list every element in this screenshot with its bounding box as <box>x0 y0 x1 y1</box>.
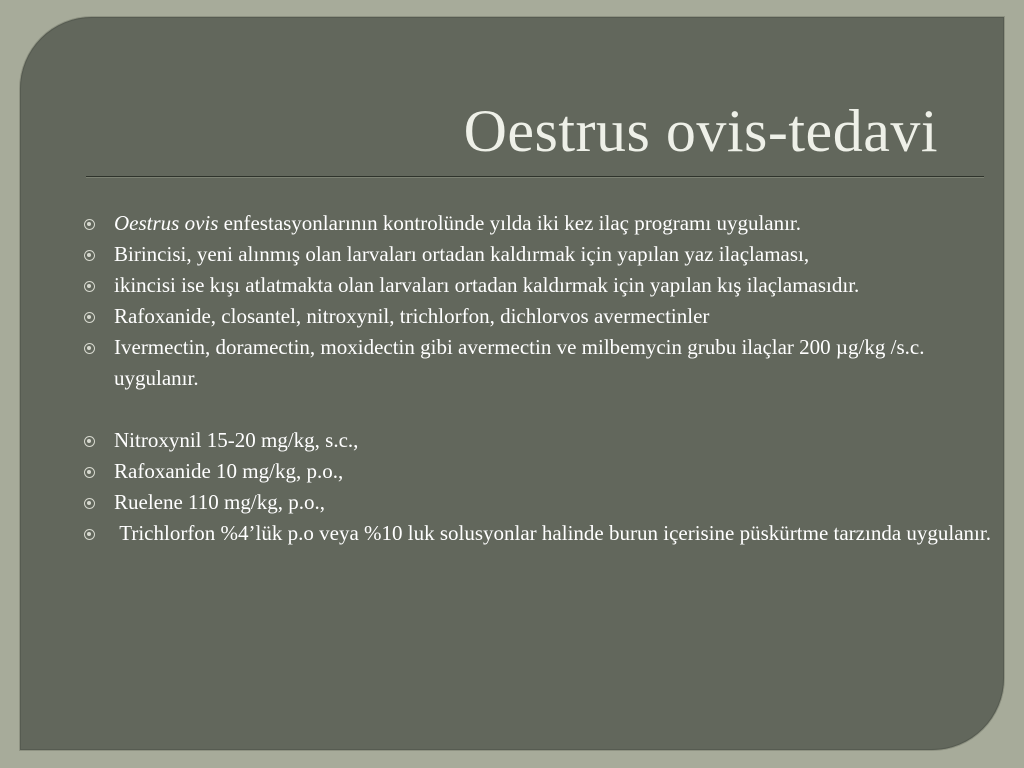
item-text: Ivermectin, doramectin, moxidectin gibi avermectin ve milbemycin grubu ilaçlar 200 µg/kg /s.c. uygulanır. <box>114 335 925 390</box>
list-item <box>80 208 995 239</box>
circle-bullet-icon <box>84 529 95 540</box>
list-item <box>80 518 995 549</box>
list-item <box>80 239 995 270</box>
list-item <box>80 487 995 518</box>
title-divider <box>86 176 984 178</box>
circle-bullet-icon <box>84 498 95 509</box>
list-item <box>80 270 995 301</box>
slide-title: Oestrus ovis-tedavi <box>463 98 938 164</box>
list-spacer <box>80 394 995 425</box>
item-text: Nitroxynil 15-20 mg/kg, s.c., <box>114 428 359 452</box>
circle-bullet-icon <box>84 467 95 478</box>
bullet-list <box>80 208 995 549</box>
item-text: Birincisi, yeni alınmış olan larvaları ortadan kaldırmak için yapılan yaz ilaçlaması, <box>114 242 810 266</box>
circle-bullet-icon <box>84 312 95 323</box>
circle-bullet-icon <box>84 436 95 447</box>
species-name: Oestrus ovis <box>114 211 219 235</box>
item-text: Trichlorfon %4’lük p.o veya %10 luk solusyonlar halinde burun içerisine püskürtme tarzında uygulanır. <box>114 521 991 545</box>
list-item <box>80 425 995 456</box>
item-text: ikincisi ise kışı atlatmakta olan larvaları ortadan kaldırmak için yapılan kış ilaçlamasıdır. <box>114 273 860 297</box>
item-text: Ruelene 110 mg/kg, p.o., <box>114 490 325 514</box>
item-text: Rafoxanide, closantel, nitroxynil, trichlorfon, dichlorvos avermectinler <box>114 304 710 328</box>
list-item <box>80 332 995 394</box>
circle-bullet-icon <box>84 343 95 354</box>
circle-bullet-icon <box>84 281 95 292</box>
slide-panel <box>20 17 1004 750</box>
circle-bullet-icon <box>84 250 95 261</box>
item-text: enfestasyonlarının kontrolünde yılda iki kez ilaç programı uygulanır. <box>218 211 802 235</box>
list-item <box>80 456 995 487</box>
circle-bullet-icon <box>84 219 95 230</box>
list-item <box>80 301 995 332</box>
item-text: Rafoxanide 10 mg/kg, p.o., <box>114 459 344 483</box>
